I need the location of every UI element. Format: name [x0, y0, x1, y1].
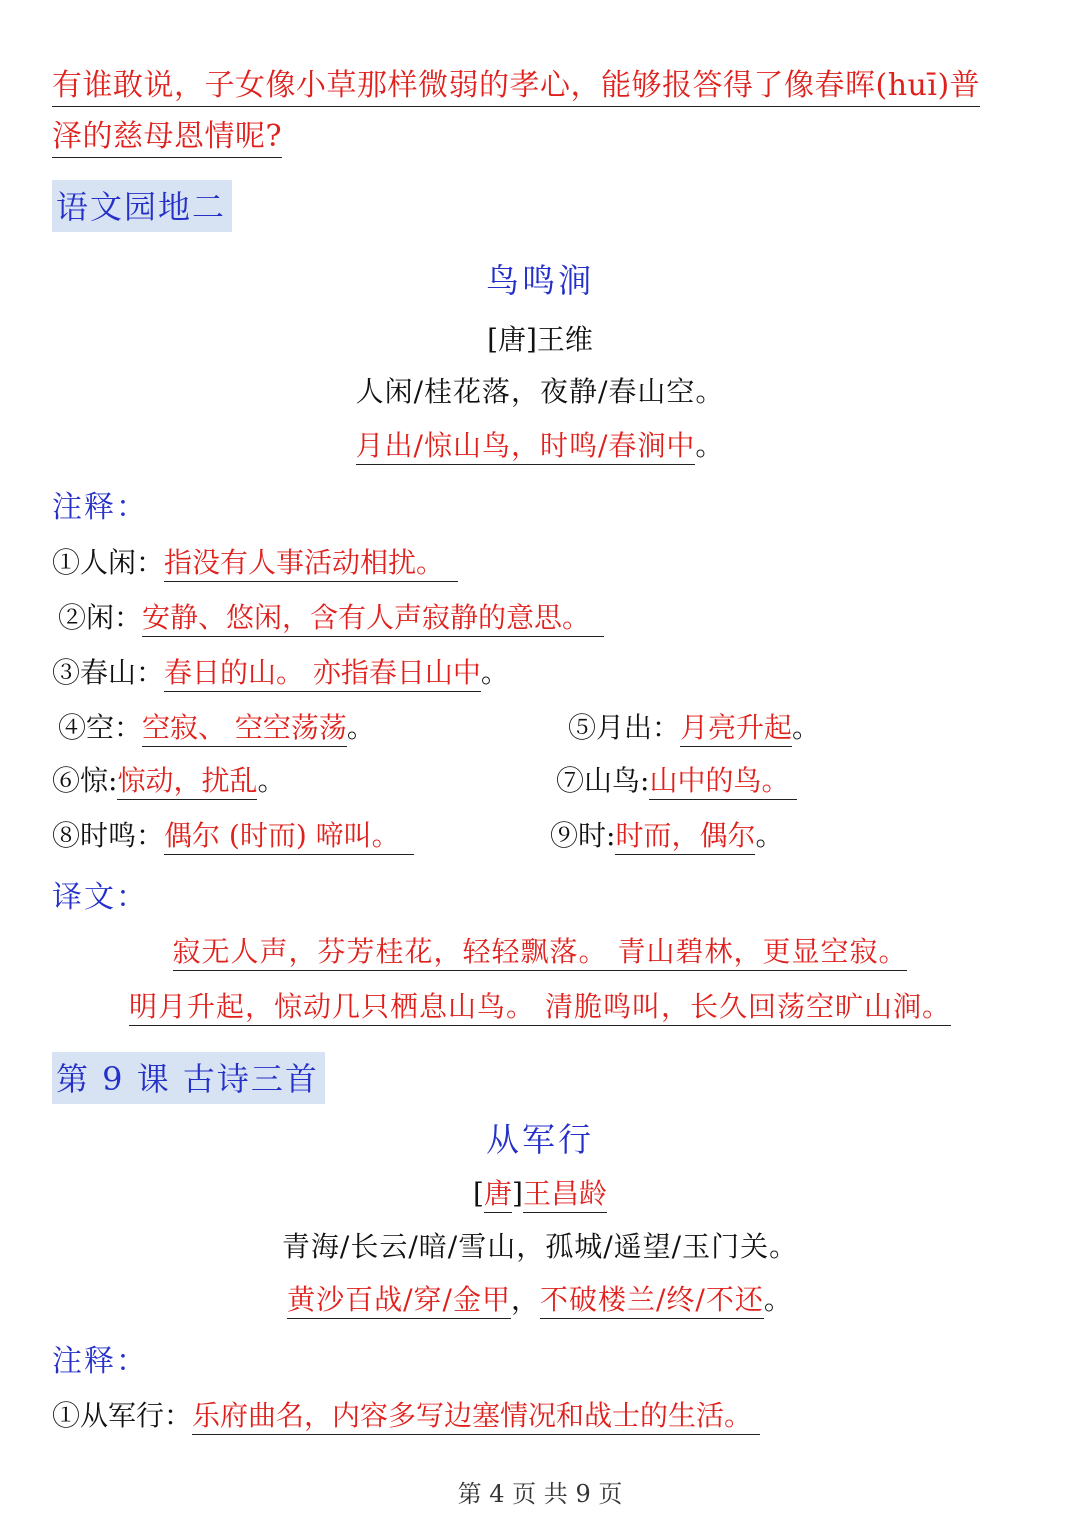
poem-line-2-end: 。 [695, 429, 725, 462]
translation-label: 译文： [52, 880, 148, 915]
section-heading-garden: 语文园地二 [52, 180, 232, 232]
poem-line-1: 人闲/桂花落，夜静/春山空。 [355, 375, 725, 408]
notes-label: 注释： [52, 490, 148, 525]
poem-author: [唐]王维 [487, 323, 593, 356]
note-item: ⑧时鸣：偶尔 (时而) 啼叫。 [52, 814, 414, 854]
intro-line-1: 有谁敢说，子女像小草那样微弱的孝心，能够报答得了像春晖(huī)普 [52, 60, 980, 107]
note-item: ①从军行：乐府曲名，内容多写边塞情况和战士的生活。 [52, 1394, 760, 1434]
note-item: ②闲：安静、悠闲，含有人声寂静的意思。 [58, 596, 604, 636]
poem-author: [唐]王昌龄 [0, 1172, 1080, 1212]
note-item: ④空：空寂、 空空荡荡。 [58, 706, 375, 746]
poem-line-2: 黄沙百战/穿/金甲，不破楼兰/终/不还。 [0, 1278, 1080, 1318]
translation-line: 寂无人声，芬芳桂花，轻轻飘落。 青山碧林，更显空寂。 [0, 930, 1080, 970]
note-item: ⑦山鸟:山中的鸟。 [556, 759, 797, 799]
poem-line-2-answer: 月出/惊山鸟，时鸣/春涧中 [356, 429, 696, 465]
note-item: ⑨时:时而，偶尔。 [550, 814, 783, 854]
poem-line-1: 青海/长云/暗/雪山，孤城/遥望/玉门关。 [281, 1230, 799, 1263]
poem-title: 鸟鸣涧 [486, 261, 594, 300]
page-footer: 第 4 页 共 9 页 [457, 1480, 623, 1508]
note-item: ③春山：春日的山。 亦指春日山中。 [52, 651, 509, 691]
poem-line-2 [0, 424, 1080, 464]
poem-title: 从军行 [486, 1120, 594, 1159]
note-item: ⑤月出：月亮升起。 [568, 706, 820, 746]
note-item: ①人闲：指没有人事活动相扰。 [52, 541, 458, 581]
section-heading-lesson-9: 第 9 课 古诗三首 [52, 1052, 325, 1104]
translation-line: 明月升起，惊动几只栖息山鸟。 清脆鸣叫，长久回荡空旷山涧。 [0, 985, 1080, 1025]
note-item: ⑥惊:惊动，扰乱。 [52, 759, 285, 799]
notes-label: 注释： [52, 1344, 148, 1379]
intro-line-2: 泽的慈母恩情呢? [52, 111, 282, 158]
